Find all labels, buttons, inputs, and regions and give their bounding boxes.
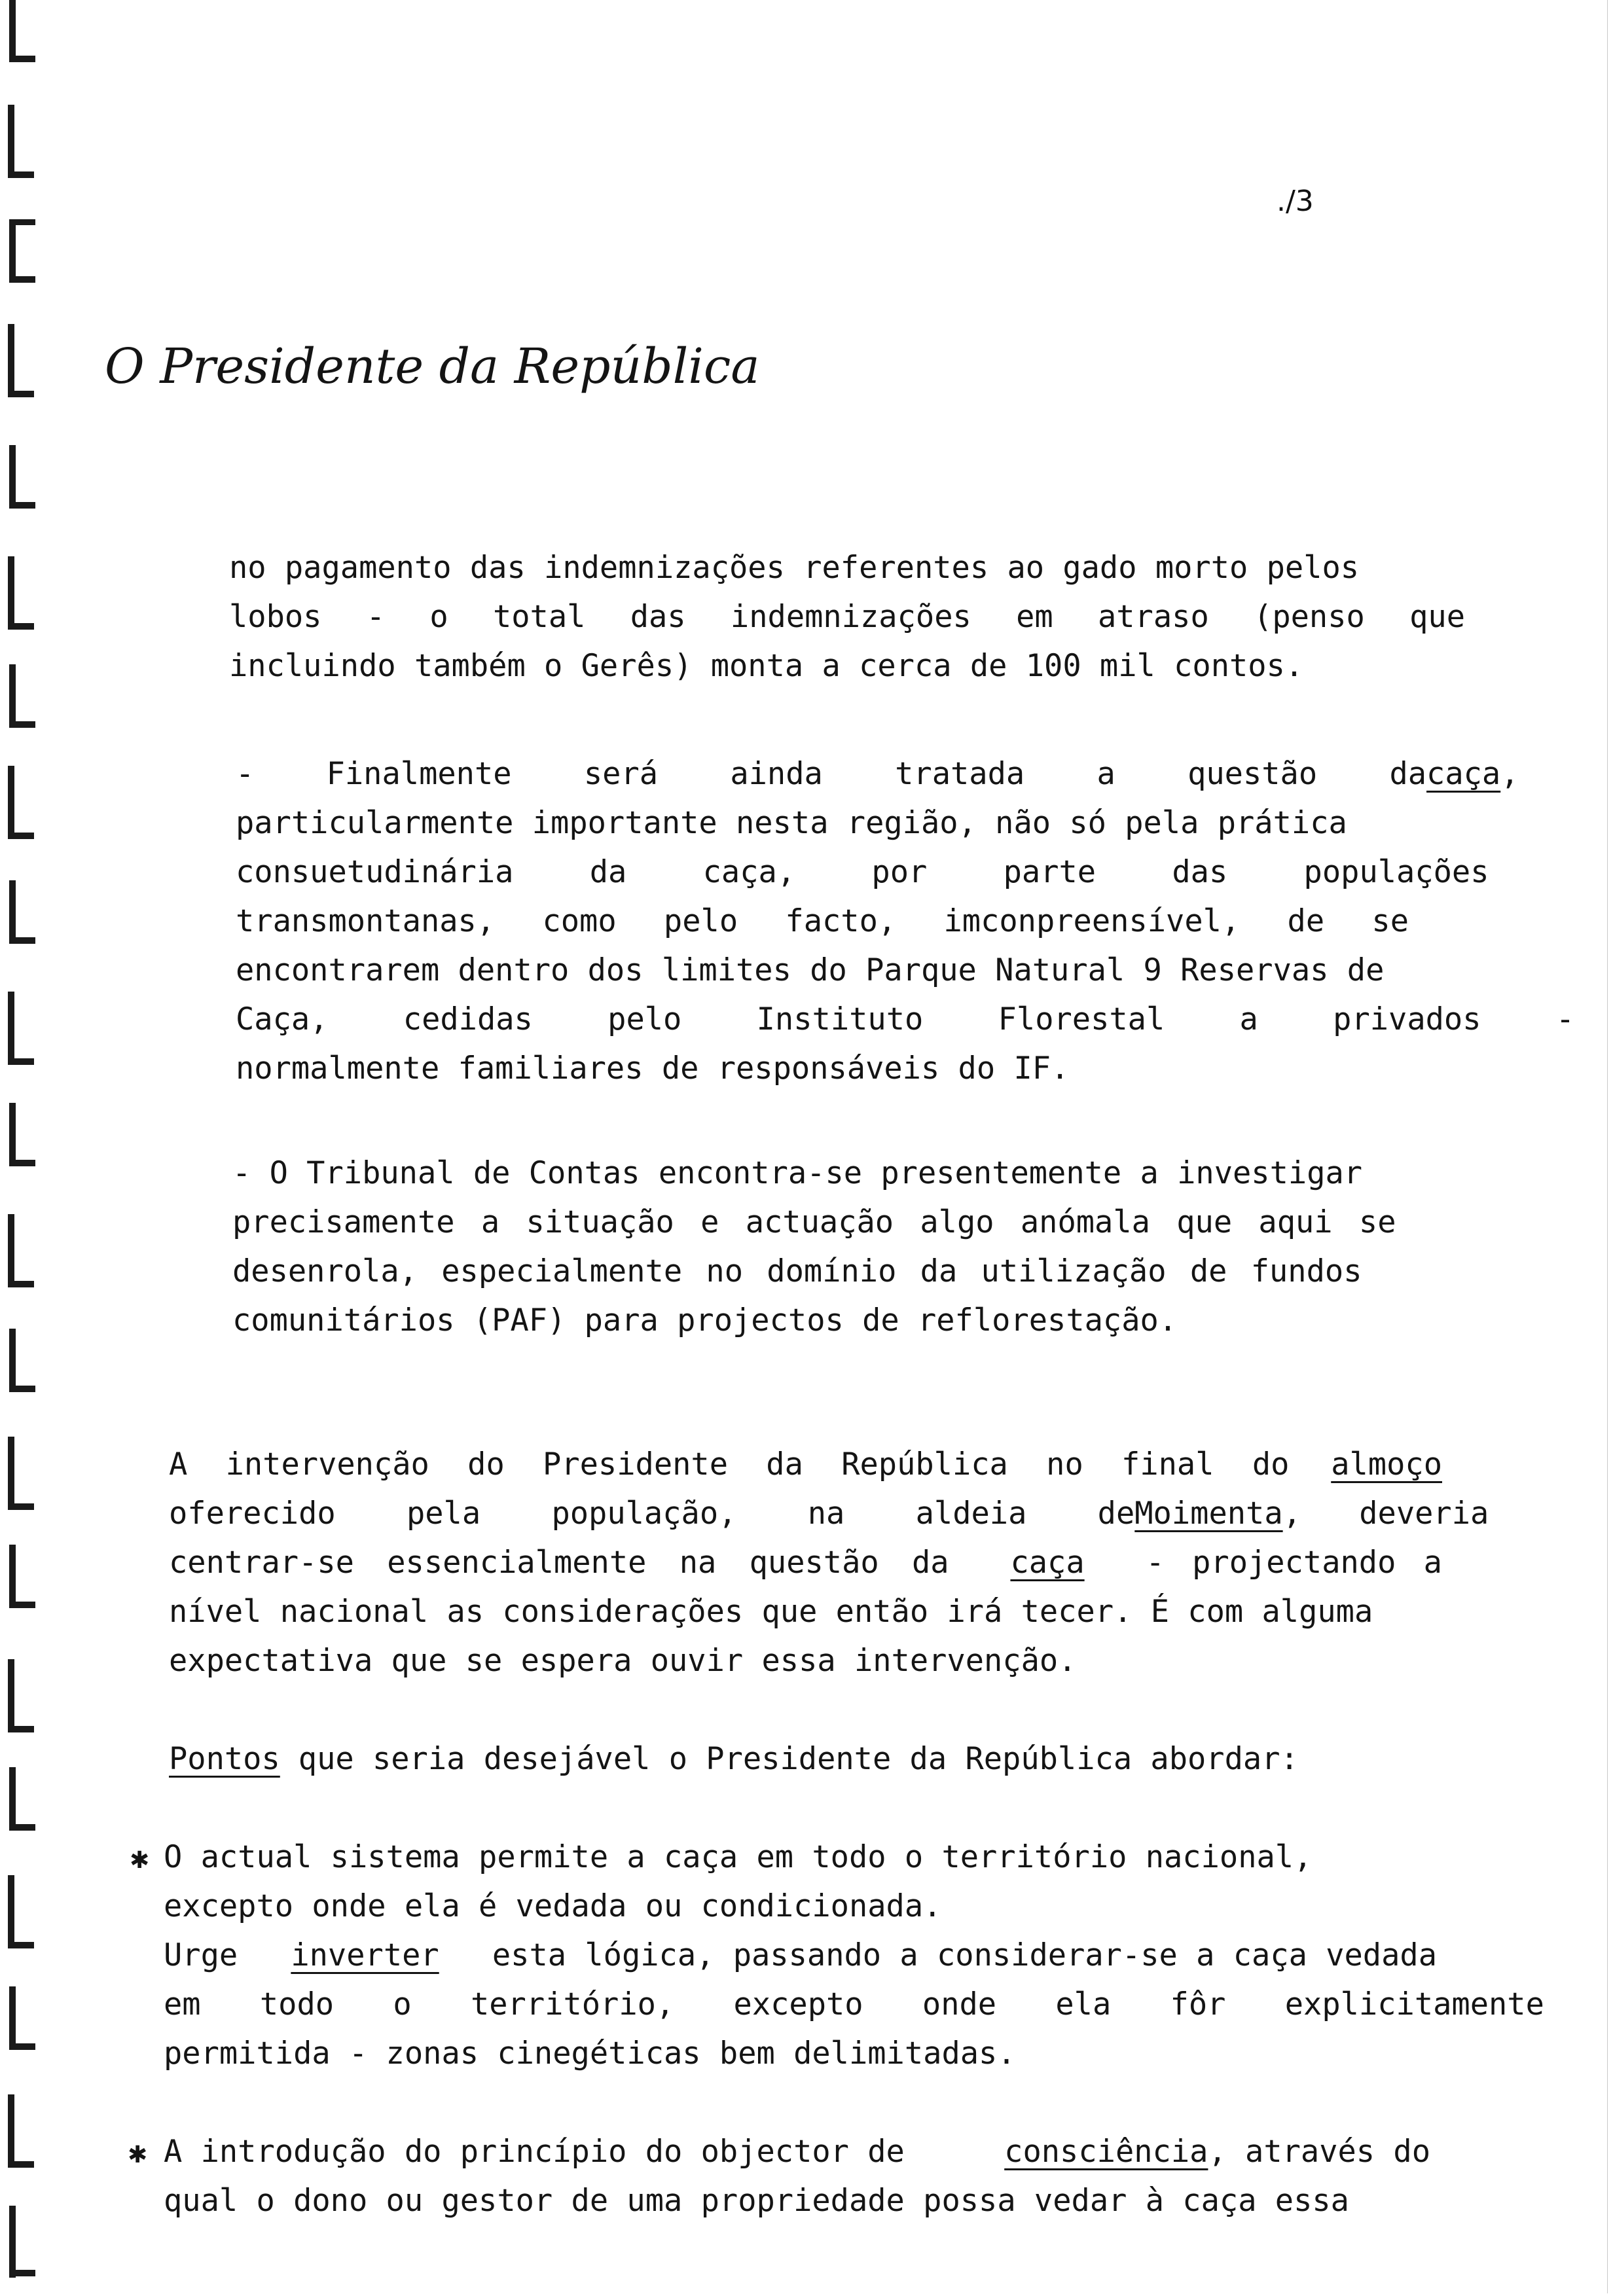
underlined-word: Moimenta bbox=[1134, 1496, 1283, 1532]
paragraph-3 bbox=[232, 1149, 1450, 1345]
paragraph-4 bbox=[169, 1440, 1489, 1685]
letterhead-text: O Presidente da República bbox=[105, 338, 760, 395]
paragraph-2 bbox=[236, 749, 1575, 1093]
binding-marks bbox=[0, 0, 39, 2293]
text-line: A intervenção do Presidente da República no final do almoço bbox=[169, 1440, 1442, 1489]
letterhead-logo bbox=[98, 331, 760, 403]
bullet-marker: ✱ bbox=[130, 1847, 150, 1874]
underlined-word: inverter bbox=[291, 1937, 439, 1973]
text-line: em todo o território, excepto onde ela fôr explicitamente bbox=[164, 1986, 1544, 2022]
text-line: comunitários (PAF) para projectos de reflorestação. bbox=[232, 1302, 1178, 1338]
text-line: nível nacional as considerações que então irá tecer. É com alguma bbox=[169, 1594, 1373, 1630]
text-line: particularmente importante nesta região, não só pela prática bbox=[236, 805, 1347, 841]
underlined-word: consciência bbox=[1004, 2134, 1208, 2170]
text-line: excepto onde ela é vedada ou condicionada. bbox=[164, 1888, 942, 1924]
text-line: Pontos que seria desejável o Presidente da República abordar: bbox=[169, 1734, 1442, 1784]
page-number: ./3 bbox=[1277, 185, 1314, 218]
text-line: centrar-se essencialmente na questão da caça - projectando a bbox=[169, 1538, 1442, 1587]
paragraph-5 bbox=[169, 1734, 1442, 1784]
text-line: desenrola, especialmente no domínio da utilização de fundos bbox=[232, 1253, 1362, 1289]
text-line: transmontanas, como pelo facto, imconpreensível, de se bbox=[236, 903, 1409, 939]
underlined-word: caça bbox=[1010, 1545, 1085, 1581]
text-line: consuetudinária da caça, por parte das populações bbox=[236, 854, 1489, 890]
text-line: qual o dono ou gestor de uma propriedade possa vedar à caça essa bbox=[164, 2183, 1349, 2219]
text-line: oferecido pela população, na aldeia de Moimenta, deveria bbox=[169, 1489, 1442, 1538]
text-line: lobos - o total das indemnizações em atraso (penso que bbox=[229, 599, 1466, 635]
underlined-word: Pontos bbox=[169, 1741, 280, 1777]
text-line: permitida - zonas cinegéticas bem delimitadas. bbox=[164, 2036, 1016, 2072]
text-line: precisamente a situação e actuação algo anómala que aqui se bbox=[232, 1204, 1396, 1240]
text-line: O actual sistema permite a caça em todo o território nacional, bbox=[164, 1839, 1313, 1875]
paragraph-1 bbox=[229, 543, 1466, 691]
text-line: encontrarem dentro dos limites do Parque Natural 9 Reservas de bbox=[236, 952, 1385, 988]
underlined-word: almoço bbox=[1331, 1446, 1442, 1482]
text-line: incluindo também o Gerês) monta a cerca de 100 mil contos. bbox=[229, 648, 1304, 684]
bullet-marker: ✱ bbox=[128, 2142, 148, 2168]
text-line: - O Tribunal de Contas encontra-se presentemente a investigar bbox=[232, 1155, 1363, 1191]
underlined-word: caça bbox=[1426, 756, 1501, 792]
bullet-item-1 bbox=[164, 1833, 1544, 2078]
text-line: no pagamento das indemnizações referentes ao gado morto pelos bbox=[229, 550, 1360, 586]
text-line: Urge inverter esta lógica, passando a considerar-se a caça vedada bbox=[164, 1931, 1437, 1980]
text-line: - Finalmente será ainda tratada a questão da caça, bbox=[236, 749, 1450, 798]
text-line: normalmente familiares de responsáveis do IF. bbox=[236, 1050, 1070, 1086]
text-line: Caça, cedidas pelo Instituto Florestal a privados - bbox=[236, 1001, 1575, 1037]
text-line: A introdução do princípio do objector de consciência, através do bbox=[164, 2127, 1430, 2176]
bullet-item-2 bbox=[164, 2127, 1430, 2225]
text-line: expectativa que se espera ouvir essa intervenção. bbox=[169, 1643, 1077, 1679]
page-edge bbox=[1607, 0, 1608, 2293]
